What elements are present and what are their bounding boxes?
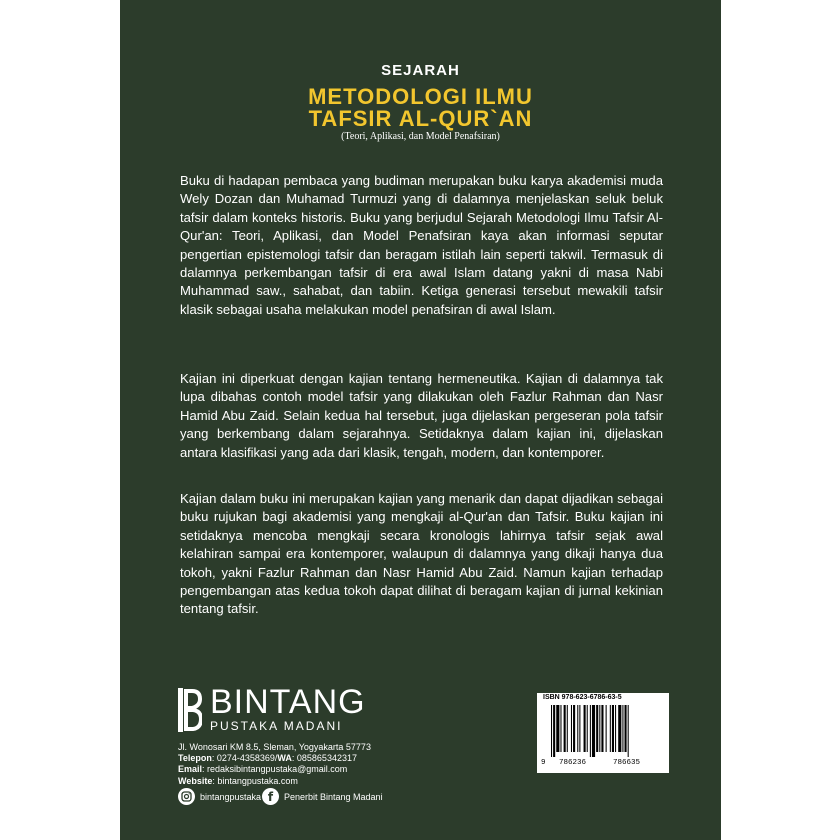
- barcode-bars: [551, 705, 661, 757]
- publisher-tagline: PUSTAKA MADANI: [210, 719, 343, 733]
- barcode-bar: [601, 705, 603, 752]
- barcode-bar: [599, 705, 600, 752]
- facebook-label: Penerbit Bintang Madani: [284, 791, 383, 802]
- instagram-icon: [178, 788, 195, 805]
- barcode-digit-first: 9: [541, 759, 546, 767]
- barcode-bar: [564, 705, 566, 752]
- barcode-bar: [606, 705, 607, 752]
- barcode-bar: [592, 705, 595, 757]
- barcode-bar: [584, 705, 586, 752]
- blurb-paragraph-3: Kajian dalam buku ini merupakan kajian yang menarik dan dapat dijadikan sebagai buku rujukan bagi akademisi yang mengkaji al-Qur'an dan Tafsir. Buku kajian ini setidaknya mencoba mengkaji secara kronologis lahirnya tafsir sejak awal kelahiran sampai era kontemporer, walaupun di dalamnya yang dikaji hanya dua tokoh, yakni Fazlur Rahman dan Nasr Hamid Abu Zaid. Namun kajian terhadap pengembangan atas kedua tokoh dapat dilihat di beragam kajian di jurnal kekinian tentang tafsir.: [180, 491, 663, 617]
- isbn-barcode: [537, 693, 669, 773]
- barcode-bar: [577, 705, 578, 752]
- publisher-email-line: Email: redaksibintangpustaka@gmail.com: [178, 764, 348, 775]
- barcode-bar: [571, 705, 572, 752]
- blurb-paragraph-1: Buku di hadapan pembaca yang budiman merupakan buku karya akademisi muda Wely Dozan dan Muhamad Turmuzi yang di dalamnya menjelaskan seluk beluk tafsir dalam konteks historis. Buku yang berjudul Sejarah Metodologi Ilmu Tafsir Al-Qur'an: Teori, Aplikasi, dan Model Penafsiran kaya akan informasi seputar pengertian epistemologi tafsir dan beragam istilah lain seperti takwil. Termasuk di dalamnya perkembangan tafsir di era awal Islam datang yakni di masa Nabi Muhammad saw., sahabat, dan tabiin. Ketiga generasi tersebut mewakili tafsir klasik sebagai usaha melakukan model penafsiran di awal Islam.: [180, 173, 663, 317]
- book-back-cover: [120, 0, 721, 840]
- barcode-bar: [596, 705, 598, 752]
- publisher-logo-icon: [178, 688, 202, 732]
- barcode-bar: [618, 705, 621, 752]
- barcode-bar: [551, 705, 552, 757]
- publisher-name: BINTANG: [210, 683, 366, 721]
- barcode-bar: [587, 705, 588, 752]
- barcode-bar: [590, 705, 591, 757]
- instagram-label: bintangpustaka: [200, 791, 262, 802]
- barcode-bar: [610, 705, 611, 752]
- isbn-text: ISBN 978-623-6786-63-5: [543, 694, 622, 701]
- blurb-paragraph-2: Kajian ini diperkuat dengan kajian tentang hermeneutika. Kajian di dalamnya tak lupa dibahas contoh model tafsir yang dilakukan oleh Fazlur Rahman dan Nasr Hamid Abu Zaid. Selain kedua hal tersebut, juga dijelaskan pergeseran pola tafsir yang berkembang dalam sejarahnya. Setidaknya dalam kajian ini, dijelaskan antara klasifikasi yang ada dari klasik, tengah, modern, dan kontemporer.: [180, 371, 663, 460]
- cover-title-line1: METODOLOGI ILMU: [308, 84, 533, 109]
- publisher-contact: [178, 742, 371, 787]
- barcode-bar: [573, 705, 575, 752]
- facebook-page: [262, 788, 383, 805]
- barcode-bar: [628, 705, 629, 757]
- barcode-bar: [625, 705, 627, 752]
- barcode-bar: [615, 705, 616, 752]
- barcode-digits-right: 786635: [613, 759, 641, 767]
- barcode-bar: [560, 705, 561, 752]
- barcode-digits-left: 786236: [559, 759, 587, 767]
- barcode-bar: [612, 705, 614, 752]
- barcode-bar: [579, 705, 580, 752]
- cover-subtitle-top: SEJARAH: [381, 62, 460, 79]
- facebook-icon: f: [262, 788, 279, 805]
- cover-title-note: (Teori, Aplikasi, dan Model Penafsiran): [341, 131, 500, 142]
- barcode-bar: [622, 705, 623, 752]
- barcode-bar: [553, 705, 555, 757]
- publisher-address: Jl. Wonosari KM 8.5, Sleman, Yogyakarta 57773: [178, 742, 371, 752]
- publisher-website-line: Website: bintangpustaka.com: [178, 775, 298, 786]
- barcode-bar: [556, 705, 559, 752]
- cover-title-line2: TAFSIR AL-QUR`AN: [308, 106, 533, 131]
- barcode-bar: [567, 705, 568, 752]
- publisher-phone-line: Telepon: 0274-4358369/WA: 085865342317: [178, 753, 357, 764]
- instagram-handle: [178, 788, 261, 805]
